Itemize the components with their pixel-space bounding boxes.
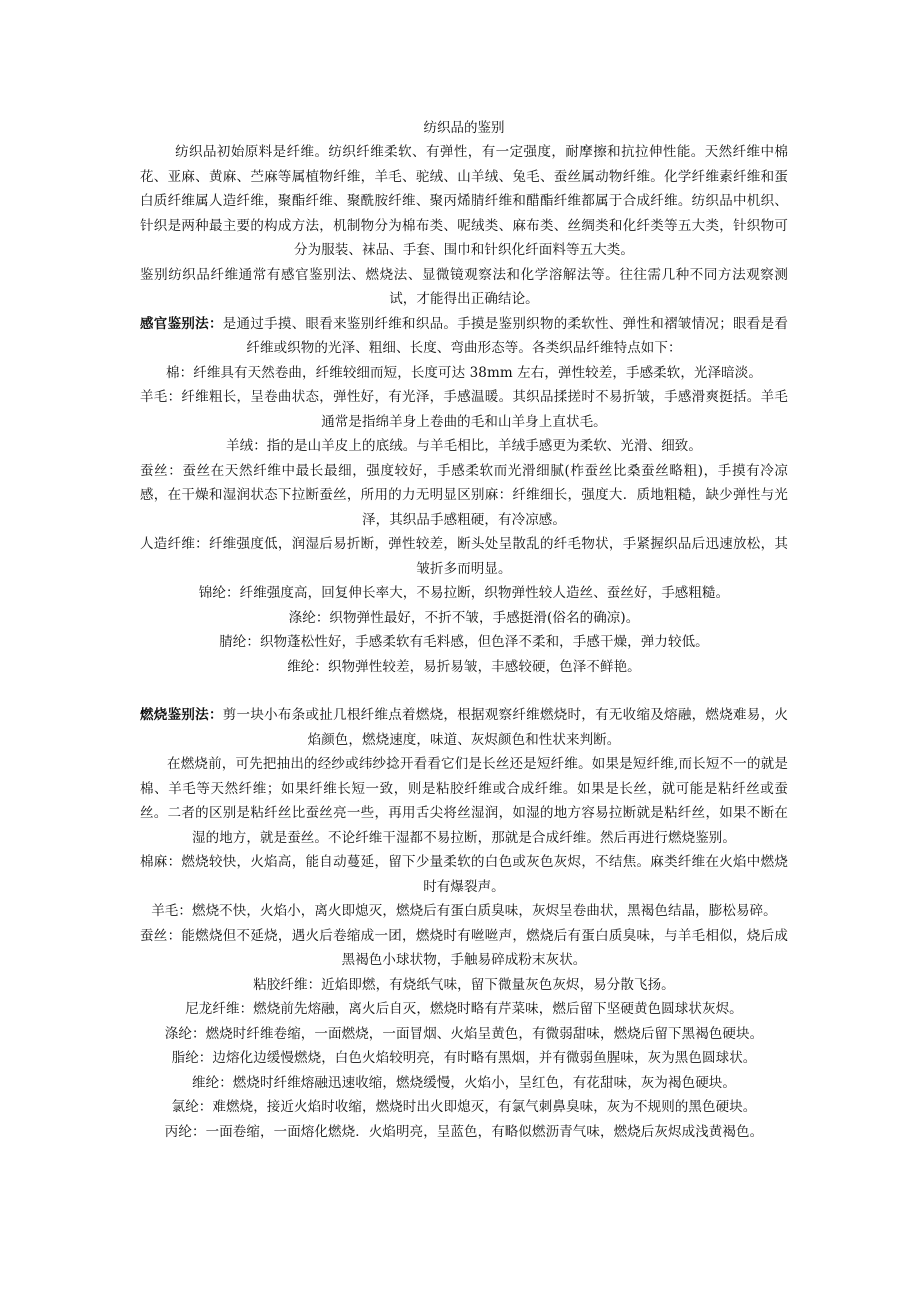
sensory-item-acrylic: 腈纶：织物蓬松性好，手感柔软有毛料感，但色泽不柔和，手感干燥，弹力较低。 — [219, 634, 709, 650]
intro-paragraph-2: 鉴别纺织品纤维通常有感官鉴别法、燃烧法、显微镜观察法和化学溶解法等。往往需几种不同方法观察测试，才能得出正确结论。 — [140, 266, 788, 307]
burning-item-polypropylene: 丙纶：一面卷缩，一面熔化燃烧．火焰明亮，呈蓝色，有略似燃沥青气味，燃烧后灰烬成浅黄褐色。 — [164, 1123, 764, 1140]
burning-item-wool: 羊毛：燃烧不快，火焰小，离火即熄灭，燃烧后有蛋白质臭味，灰烬呈卷曲状，黑褐色结晶，膨松易碎。 — [151, 903, 777, 919]
burning-item-acrylic: 脂纶：边熔化边缓慢燃烧，白色火焰较明亮，有时略有黑烟，并有微弱鱼腥味，灰为黑色圆球状。 — [171, 1050, 757, 1066]
burning-item-viscose: 粘胶纤维：近焰即燃，有烧纸气味，留下微量灰色灰烬，易分散飞扬。 — [253, 976, 675, 993]
sensory-method-label: 感官鉴别法： — [140, 315, 223, 332]
burning-method-text: 剪一块小布条或扯几根纤维点着燃烧，根据观察纤维燃烧时，有无收缩及熔融，燃烧难易，火焰颜色，燃烧速度，味道、灰烬颜色和性状来判断。 — [222, 707, 788, 748]
sensory-item-cotton: 棉：纤维具有天然卷曲，纤维较细而短，长度可达 38mm 左右，弹性较差，手感柔软，光泽暗淡。 — [166, 364, 762, 381]
burning-item-cotton-linen: 棉麻：燃烧较快，火焰高，能自动蔓延，留下少量柔软的白色或灰色灰烬，不结焦。麻类纤维在火焰中燃烧时有爆裂声。 — [140, 854, 788, 895]
document-title: 纺织品的鉴别 — [423, 120, 505, 136]
sensory-item-silk: 蚕丝：蚕丝在天然纤维中最长最细，强度较好，手感柔软而光滑细腻(柞蚕丝比桑蚕丝略粗)，手摸有冷凉感，在干燥和湿润状态下拉断蚕丝，所用的力无明显区别麻：纤维细长，强度大．质地粗糙，缺少弹性与光泽，其织品手感粗硬，有冷凉感。 — [140, 462, 788, 528]
sensory-item-rayon: 人造纤维：纤维强度低，润湿后易折断，弹性较差，断头处呈散乱的纤毛物状，手紧握织品后迅速放松，其皱折多而明显。 — [140, 536, 788, 577]
section-spacer — [140, 679, 788, 703]
sensory-item-vinylon: 维纶：织物弹性较差，易折易皱，丰感较硬，色泽不鲜艳。 — [287, 658, 641, 675]
sensory-item-wool: 羊毛：纤维粗长，呈卷曲状态，弹性好，有光泽，手感温暖。其织品揉搓时不易折皱，手感滑爽挺括。羊毛通常是指绵羊身上卷曲的毛和山羊身上直状毛。 — [140, 389, 788, 430]
document-page — [140, 116, 788, 1144]
burning-item-vinylon: 维纶：燃烧时纤维熔融迅速收缩，燃烧缓慢，火焰小，呈红色，有花甜味，灰为褐色硬块。 — [192, 1074, 736, 1091]
burning-item-chlorofiber: 氯纶：难燃烧，接近火焰时收缩，燃烧时出火即熄灭，有氯气刺鼻臭味，灰为不规则的黑色硬块。 — [171, 1099, 757, 1115]
burning-item-polyester: 涤纶：燃烧时纤维卷缩，一面燃烧，一面冒烟、火焰呈黄色，有微弱甜味，燃烧后留下黑褐色硬块。 — [164, 1025, 764, 1042]
burning-item-nylon: 尼龙纤维：燃烧前先熔融，离火后自灭，燃烧时略有芹菜味，燃后留下坚硬黄色圆球状灰烬。 — [185, 1001, 743, 1017]
burning-pre-paragraph: 在燃烧前，可先把抽出的经纱或纬纱捻开看看它们是长丝还是短纤维。如果是短纤维,而长短不一的就是棉、羊毛等天然纤维；如果纤维长短一致，则是粘胶纤维或合成纤维。如果是长丝，就可能是粘纤丝或蚕丝。二者的区别是粘纤丝比蚕丝亮一些，再用舌尖将丝湿润，如湿的地方容易拉断就是粘纤丝，如果不断在湿的地方，就是蚕丝。不论纤维干湿都不易拉断，那就是合成纤维。然后再进行燃烧鉴别。 — [140, 756, 788, 846]
sensory-item-nylon: 锦纶：纤维强度高，回复伸长率大，不易拉断，织物弹性较人造丝、蚕丝好，手感粗糙。 — [198, 585, 730, 601]
sensory-method-text: 是通过手摸、眼看来鉴别纤维和织品。手摸是鉴别织物的柔软性、弹性和褶皱情况；眼看是看纤维或织物的光泽、粗细、长度、弯曲形态等。各类织品纤维特点如下： — [222, 315, 788, 356]
sensory-item-polyester: 涤纶：织物弹性最好，不折不皱，手感挺滑(俗名的确凉)。 — [288, 609, 640, 626]
burning-item-silk: 蚕丝：能燃烧但不延烧，遇火后卷缩成一团，燃烧时有咝咝声，燃烧后有蛋白质臭味，与羊毛相似，烧后成黑褐色小球状物，手触易碎成粉末灰状。 — [140, 927, 788, 968]
intro-paragraph-1: 纺织品初始原料是纤维。纺织纤维柔软、有弹性，有一定强度，耐摩擦和抗拉伸性能。天然纤维中棉花、亚麻、黄麻、苎麻等属植物纤维，羊毛、驼绒、山羊绒、兔毛、蚕丝属动物纤维。化学纤维素纤维和蛋白质纤维属人造纤维，聚酯纤维、聚酰胺纤维、聚丙烯腈纤维和醋酯纤维都属于合成纤维。纺织品中机织、针织是两种最主要的构成方法，机制物分为棉布类、呢绒类、麻布类、丝绸类和化纤类等五大类，针织物可分为服装、袜品、手套、围巾和针织化纤面料等五大类。 — [140, 144, 788, 258]
sensory-method-paragraph — [140, 312, 788, 361]
burning-method-paragraph — [140, 703, 788, 752]
sensory-item-cashmere: 羊绒：指的是山羊皮上的底绒。与羊毛相比，羊绒手感更为柔软、光滑、细致。 — [226, 438, 702, 454]
burning-method-label: 燃烧鉴别法： — [140, 707, 223, 723]
